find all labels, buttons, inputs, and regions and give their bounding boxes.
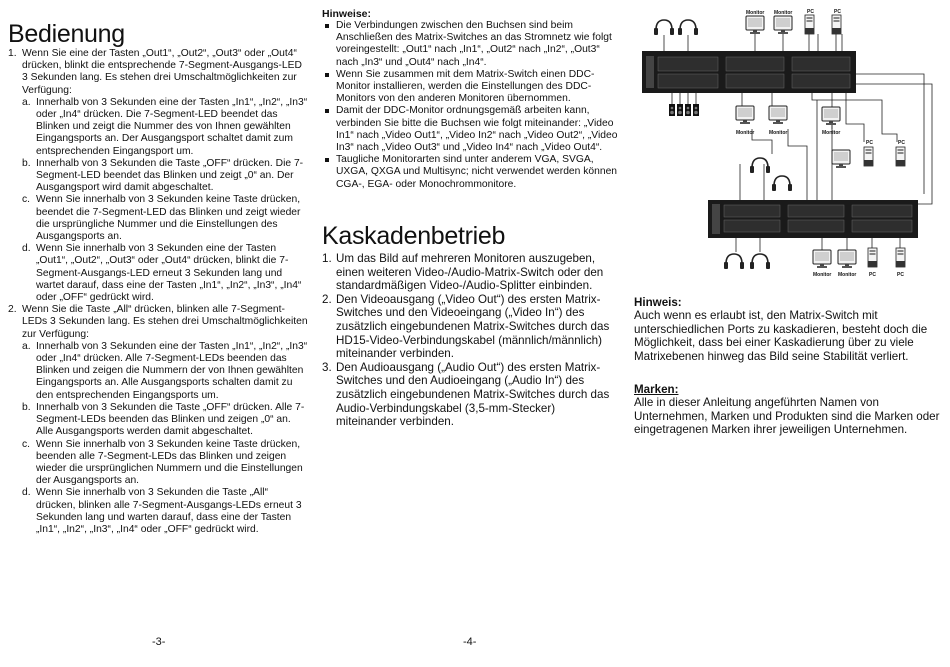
sub-letter: b. bbox=[22, 401, 31, 413]
hinweise-item: Die Verbindungen zwischen den Buchsen sind beim Anschließen des Matrix-Switches an das Stromnetz wie folgt voreingestellt: „Out1“ nach „In1“, „Out2“ nach „In2“, „Out3“ nach „In3“ und „Out4“ nach „In4“. bbox=[322, 20, 618, 69]
matrix-switch-bottom bbox=[708, 200, 918, 238]
monitor-label: Monitor bbox=[746, 10, 765, 16]
sub-letter: b. bbox=[22, 157, 31, 169]
sub-text: Wenn Sie innerhalb von 3 Sekunden keine Taste drücken, beenden alle 7-Segment-LEDs das Blinken und zeigen wieder die ursprünglichen Nummern und die Einstellungen der Ausgangsports an. bbox=[36, 438, 303, 487]
sub-letter: c. bbox=[22, 194, 31, 206]
pc-label: PC bbox=[897, 272, 904, 278]
sub-letter: a. bbox=[22, 96, 31, 108]
kaskaden-section bbox=[322, 222, 618, 429]
sub-item bbox=[22, 487, 308, 536]
page-number-right: -4- bbox=[463, 636, 477, 648]
bedienung-list bbox=[8, 48, 308, 536]
item-number: 3. bbox=[322, 360, 332, 374]
middle-cables bbox=[672, 74, 932, 204]
headphone-icon bbox=[654, 20, 674, 35]
headphone-icon bbox=[750, 158, 770, 173]
pc-icon bbox=[896, 248, 905, 267]
pc-label: PC bbox=[869, 272, 876, 278]
item-text: Um das Bild auf mehreren Monitoren auszugeben, einen weiteren Video-/Audio-Matrix-Switch oder den standardmäßigen Video-/Audio-Splitter einbinden. bbox=[336, 252, 604, 293]
sub-item bbox=[22, 158, 308, 195]
monitor-label: Monitor bbox=[813, 272, 832, 278]
monitor-icon bbox=[813, 250, 831, 268]
bedienung-item bbox=[8, 304, 308, 536]
sub-item bbox=[22, 341, 308, 402]
item-number: 1. bbox=[322, 252, 332, 265]
hinweise-section bbox=[322, 8, 618, 191]
sub-letter: d. bbox=[22, 487, 31, 499]
cascade-diagram bbox=[632, 4, 948, 280]
headphone-icon bbox=[772, 176, 792, 191]
top-cables bbox=[664, 34, 842, 51]
sub-text: Wenn Sie innerhalb von 3 Sekunden keine Taste drücken, beendet die 7-Segment-LED das Blinken und zeigt wieder die ursprüngliche Nummer und die Einstellungen des Ausgangsports an. bbox=[36, 194, 301, 243]
headphone-icon bbox=[678, 20, 698, 35]
speaker-icon bbox=[677, 104, 683, 116]
monitor-icon bbox=[736, 106, 754, 124]
page-number-left: -3- bbox=[152, 636, 166, 648]
sub-text: Wenn Sie innerhalb von 3 Sekunden eine der Tasten „Out1“, „Out2“, „Out3“ oder „Out4“ drücken, blinkt die 7-Segment-Ausgangs-LED erneut 3 Sekunden lang und wartet darauf, dass eine der Tasten „In1“, „In2“, „In3“, „In4“ oder „OFF“ gedrückt wird. bbox=[36, 243, 302, 304]
monitor-icon bbox=[769, 106, 787, 124]
kaskaden-item bbox=[322, 293, 618, 361]
sub-item bbox=[22, 194, 308, 243]
item-number: 2. bbox=[8, 304, 17, 316]
sub-text: Innerhalb von 3 Sekunden eine der Tasten „In1“, „In2“, „In3“ oder „In4“ drücken. Alle 7-Segment-LEDs beenden das Blinken und zeigen die Nummern der von Ihnen gewählten Eingangsports an. Alle Ausgangsports schalten damit zu den entsprechenden Eingangsports um. bbox=[36, 340, 308, 401]
item-text: Wenn Sie eine der Tasten „Out1“, „Out2“, „Out3“ oder „Out4“ drücken, blinkt die entsprechende 7-Segment-Ausgangs-LED 3 Sekunden lang. Es stehen drei Umschaltmöglichkeiten zur Verfügung: bbox=[22, 48, 302, 96]
item-number: 2. bbox=[322, 292, 332, 306]
bedienung-title: Bedienung bbox=[8, 20, 125, 48]
kaskaden-title: Kaskadenbetrieb bbox=[322, 222, 506, 250]
monitor-label: Monitor bbox=[774, 10, 793, 16]
marken-text: Alle in dieser Anleitung angeführten Namen von Unternehmen, Marken und Produkten sind die Marken oder eingetragenen Marken ihrer jeweiligen Unternehmen. bbox=[634, 396, 940, 437]
speaker-icon bbox=[685, 104, 691, 116]
sub-list bbox=[22, 341, 308, 536]
pc-icon bbox=[864, 147, 873, 166]
sub-letter: c. bbox=[22, 438, 31, 450]
pc-label: PC bbox=[898, 140, 905, 146]
kaskaden-list bbox=[322, 252, 618, 429]
item-text: Den Videoausgang („Video Out“) des ersten Matrix-Switches und den Videoeingang („Video In“) des zusätzlich eingebundenen Matrix-Switches durch das HD15-Video-Verbindungskabel (männlich/männlich) miteinander verbinden. bbox=[336, 292, 610, 361]
kaskaden-item bbox=[322, 252, 618, 293]
hinweis-title: Hinweis: bbox=[634, 296, 682, 309]
monitor-icon bbox=[746, 16, 764, 34]
pc-icon bbox=[805, 15, 814, 34]
pc-label: PC bbox=[834, 9, 841, 15]
marken-section bbox=[634, 383, 940, 437]
monitor-icon bbox=[774, 16, 792, 34]
monitor-label: Monitor bbox=[822, 130, 841, 136]
pc-icon bbox=[896, 147, 905, 166]
monitor-label: Monitor bbox=[838, 272, 857, 278]
item-text: Den Audioausgang („Audio Out“) des ersten Matrix-Switches und den Audioeingang („Audio In“) des zusätzlich eingebundenen Matrix-Switches durch das Audio-Verbindungskabel (3,5-mm-Stecker) miteinander verbinden. bbox=[336, 360, 610, 429]
matrix-switch-top bbox=[642, 51, 856, 93]
item-text: Wenn Sie die Taste „All“ drücken, blinken alle 7-Segment-LEDs 3 Sekunden lang. Es stehen drei Umschaltmöglichkeiten zur Verfügung: bbox=[22, 304, 308, 340]
monitor-label: Monitor bbox=[769, 130, 788, 136]
hinweise-list bbox=[322, 20, 618, 191]
sub-item bbox=[22, 97, 308, 158]
monitor-icon bbox=[838, 250, 856, 268]
hinweis-section bbox=[634, 296, 940, 363]
sub-text: Wenn Sie innerhalb von 3 Sekunden die Taste „All“ drücken, blinken alle 7-Segment-Ausgangs-LEDs erneut 3 Sekunden lang und warten darauf, dass eine der Tasten „In1“, „In2“, „In3“, „In4“ oder „OFF“ gedrückt wird. bbox=[36, 487, 302, 535]
item-number: 1. bbox=[8, 48, 17, 59]
marken-title: Marken: bbox=[634, 383, 679, 396]
headphone-icon bbox=[750, 254, 770, 269]
sub-item bbox=[22, 243, 308, 304]
speaker-icon bbox=[669, 104, 675, 116]
headphone-icon bbox=[724, 254, 744, 269]
monitor-icon bbox=[822, 107, 840, 125]
speaker-icon bbox=[693, 104, 699, 116]
hinweise-item: Damit der DDC-Monitor ordnungsgemäß arbeiten kann, verbinden Sie bitte die Buchsen wie folgt miteinander: „Video In1“ nach „Video Out1“, „Video In2“ nach „Video Out2“, „Video In3“ nach „Video Out3“ und „Video In4“ nach „Video Out4“. bbox=[322, 105, 618, 154]
sub-letter: a. bbox=[22, 340, 31, 352]
sub-list bbox=[22, 97, 308, 304]
bedienung-item bbox=[8, 48, 308, 304]
sub-text: Innerhalb von 3 Sekunden die Taste „OFF“ drücken. Alle 7-Segment-LEDs beenden das Blinken und zeigen „0“ an. Alle Ausgangsports werden damit abgeschaltet. bbox=[36, 401, 305, 438]
monitor-icon bbox=[832, 150, 850, 168]
bedienung-section bbox=[8, 20, 308, 536]
monitor-label: Monitor bbox=[736, 130, 755, 136]
hinweise-item: Taugliche Monitorarten sind unter anderem VGA, SVGA, UXGA, QXGA und Multisync; nicht verwendet werden können CGA-, EGA- oder Monochrommonitore. bbox=[322, 154, 618, 191]
kaskaden-item bbox=[322, 361, 618, 429]
hinweise-item: Wenn Sie zusammen mit dem Matrix-Switch einen DDC-Monitor installieren, werden die Einstellungen des DDC-Monitors von den anderen Monitoren übernommen. bbox=[322, 69, 618, 106]
pc-label: PC bbox=[807, 9, 814, 15]
hinweise-title: Hinweise: bbox=[322, 8, 372, 20]
pc-icon bbox=[832, 15, 841, 34]
pc-icon bbox=[868, 248, 877, 267]
sub-text: Innerhalb von 3 Sekunden eine der Tasten „In1“, „In2“, „In3“ oder „In4“ drücken. Die 7-Segment-LED beendet das Blinken und zeigt die Nummer des von Ihnen gewählten Eingangsports an. Der Ausgangsport schaltet damit zum entsprechenden Eingangsport um. bbox=[36, 96, 308, 157]
sub-item bbox=[22, 402, 308, 439]
sub-item bbox=[22, 439, 308, 488]
pc-label: PC bbox=[866, 140, 873, 146]
sub-letter: d. bbox=[22, 243, 31, 255]
hinweis-text: Auch wenn es erlaubt ist, den Matrix-Switch mit unterschiedlichen Ports zu kaskadieren, besteht doch die Möglichkeit, dass bei einer Kaskadierung über zu viele Matrixebenen hinweg das Bild seine Stabilität verliert. bbox=[634, 309, 928, 363]
sub-text: Innerhalb von 3 Sekunden die Taste „OFF“ drücken. Die 7-Segment-LED beendet das Blinken und zeigt „0“ an. Der Ausgangsport wird damit abgeschaltet. bbox=[36, 157, 304, 194]
